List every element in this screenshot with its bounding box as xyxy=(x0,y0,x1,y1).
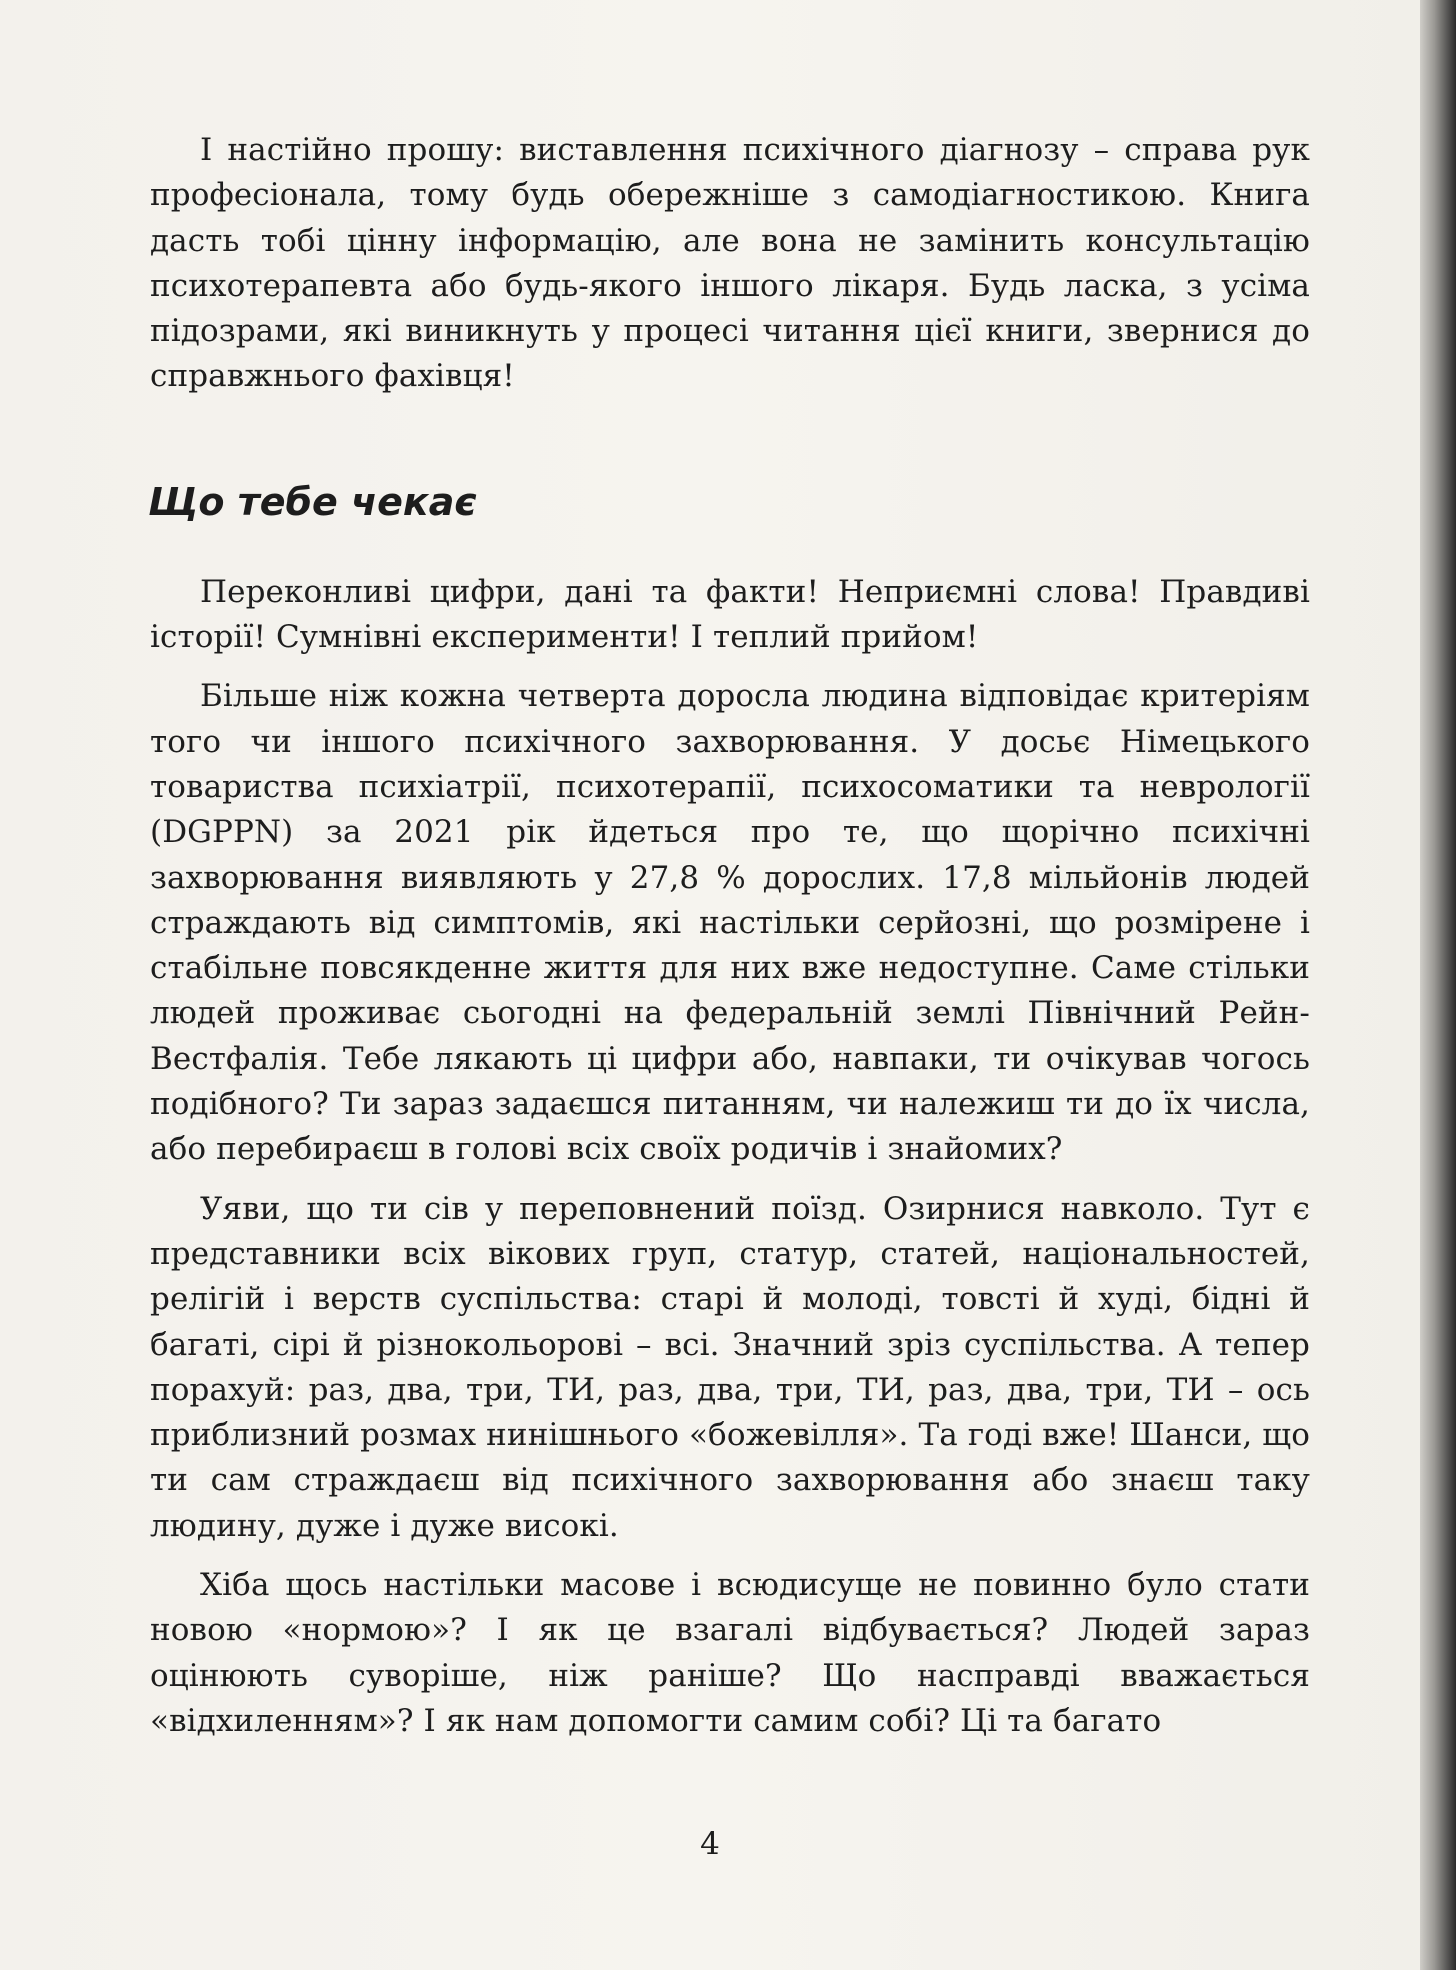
intro-paragraph: І настійно прошу: виставлення психічного діагнозу – справа рук професіонала, тому будь обережніше з самодіагностикою. Книга дасть тобі цінну інформацію, але вона не замінить консультацію психотерапевта або будь-якого іншого лікаря. Будь ласка, з усіма підозрами, які виникнуть у процесі читання цієї книги, звернися до справжнього фахівця! xyxy=(150,132,1310,395)
page-number: 4 xyxy=(700,1826,720,1862)
paragraph-4: Хіба щось настільки масове і всюдисуще не повинно було стати новою «нормою»? І як це взагалі відбувається? Людей зараз оцінюють суворіше, ніж раніше? Що насправді вважається «відхиленням»? І як нам допомогти самим собі? Ці та багато xyxy=(150,1567,1310,1739)
section-body xyxy=(150,570,1310,1744)
page-edge-shadow xyxy=(1420,0,1456,1970)
paragraph-3: Уяви, що ти сів у переповнений поїзд. Озирнися навколо. Тут є представники всіх вікових груп, статур, статей, національностей, релігій і верств суспільства: старі й молоді, товсті й худі, бідні й багаті, сірі й різнокольорові – всі. Значний зріз суспільства. А тепер порахуй: раз, два, три, ТИ, раз, два, три, ТИ, раз, два, три, ТИ – ось приблизний розмах нинішнього «божевілля». Та годі вже! Шанси, що ти сам страждаєш від психічного захворювання або знаєш таку людину, дуже і дуже високі. xyxy=(150,1190,1310,1544)
paragraph-2: Більше ніж кожна четверта доросла людина відповідає критеріям того чи іншого психічного захворювання. У досьє Німецького товариства психіатрії, психотерапії, психосоматики та неврології (DGPPN) за 2021 рік йдеться про те, що щорічно психічні захворювання виявляють у 27,8 % дорослих. 17,8 мільйонів людей страждають від симптомів, які настільки серйозні, що розмірене і стабільне повсякденне життя для них вже недоступне. Саме стільки людей проживає сьогодні на федеральній землі Північний Рейн-Вестфалія. Тебе лякають ці цифри або, навпаки, ти очікував чогось подібного? Ти зараз задаєшся питанням, чи належиш ти до їх числа, або перебираєш в голові всіх своїх родичів і знайомих? xyxy=(150,678,1310,1168)
section-title: Що тебе чекає xyxy=(148,479,477,524)
paragraph-1: Переконливі цифри, дані та факти! Неприємні слова! Правдиві історії! Сумнівні експерименти! І теплий прийом! xyxy=(150,573,1310,656)
